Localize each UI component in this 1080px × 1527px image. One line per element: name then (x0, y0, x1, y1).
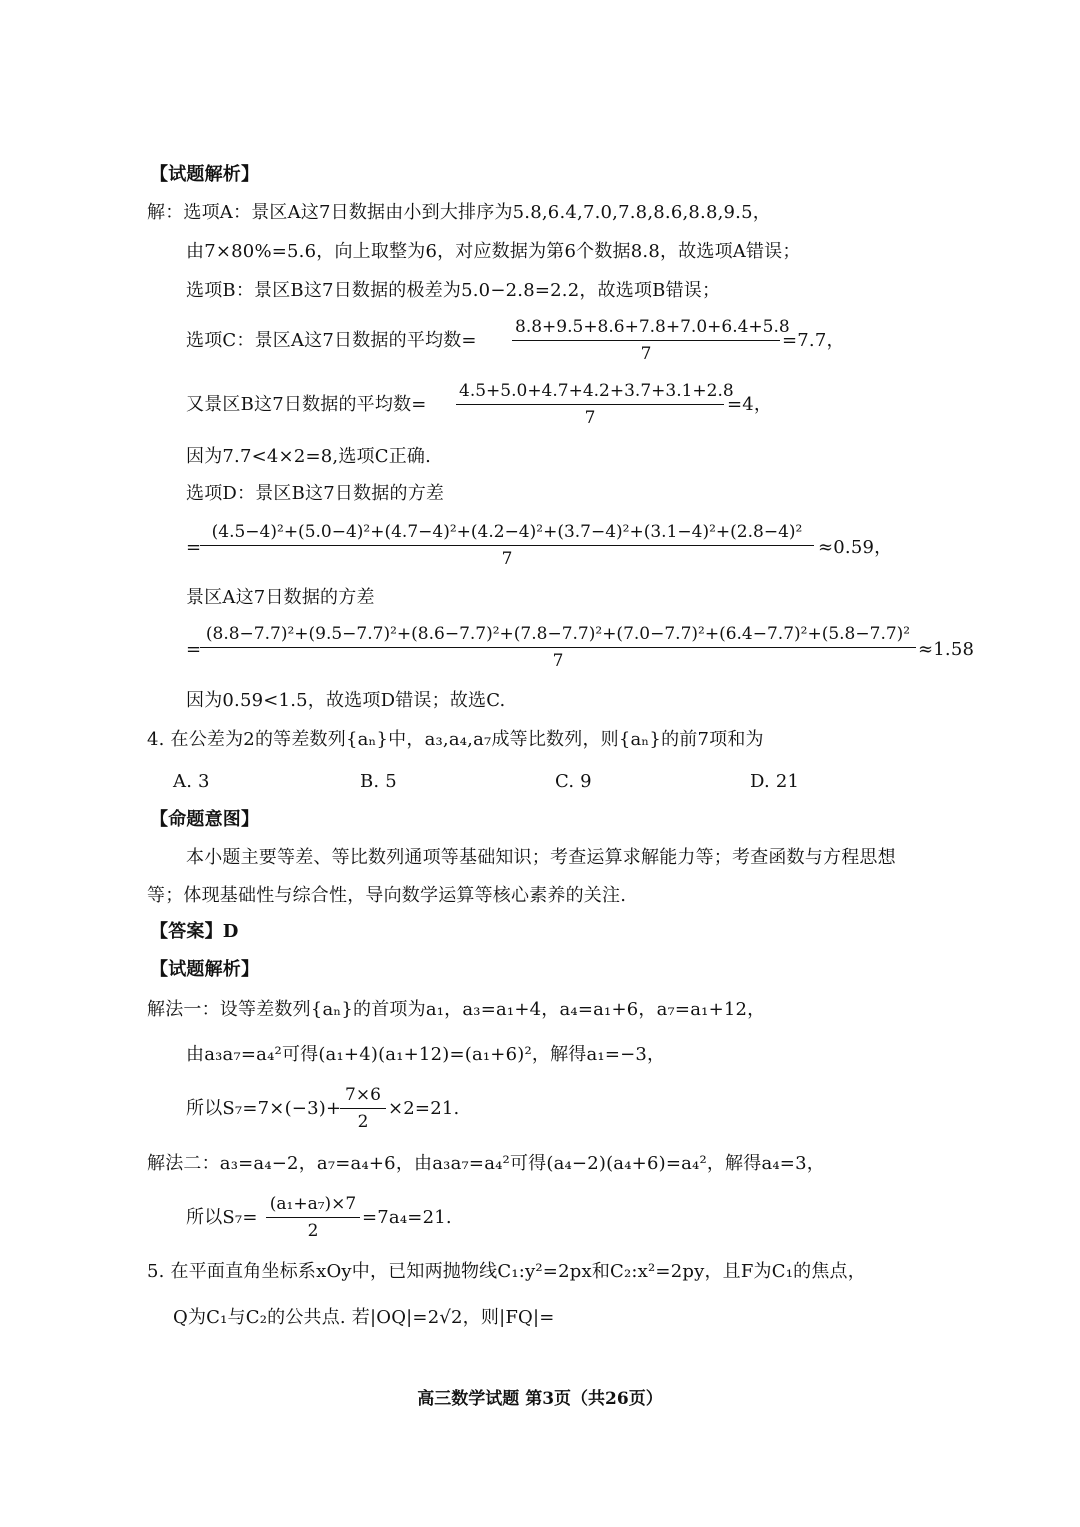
solution-line: ×2=21. (388, 1098, 460, 1119)
solution-line: 解：选项A：景区A这7日数据由小到大排序为5.8,6.4,7.0,7.8,8.6,8.8,9.5， (147, 202, 771, 223)
question-stem: Q为C₁与C₂的公共点. 若|OQ|=2√2，则|FQ|= (173, 1307, 555, 1328)
numerator: (4.5−4)²+(5.0−4)²+(4.7−4)²+(4.2−4)²+(3.7−4)²+(3.1−4)²+(2.8−4)² (200, 521, 814, 546)
solution-line: 解法一：设等差数列{aₙ}的首项为a₁，a₃=a₁+4，a₄=a₁+6，a₇=a₁+12， (147, 999, 766, 1020)
solution-line: 选项C：景区A这7日数据的平均数= (186, 330, 477, 351)
solution-line: 所以S₇= (186, 1207, 258, 1228)
section-heading: 【试题解析】 (150, 959, 260, 980)
page-footer: 高三数学试题 第3页（共26页） (417, 1389, 663, 1409)
equals-sign: = (186, 639, 202, 660)
equals-sign: = (186, 537, 202, 558)
section-heading: 【试题解析】 (150, 164, 260, 185)
solution-line: 选项D：景区B这7日数据的方差 (186, 483, 445, 504)
denominator: 7 (501, 549, 513, 569)
solution-line: ≈0.59， (818, 537, 893, 558)
solution-line: 由7×80%=5.6，向上取整为6，对应数据为第6个数据8.8，故选项A错误； (186, 241, 801, 262)
fraction (456, 380, 734, 429)
section-heading: 【命题意图】 (150, 809, 260, 830)
option-c: C. 9 (555, 771, 592, 792)
fraction-variance-a (200, 623, 916, 672)
denominator: 2 (307, 1221, 319, 1241)
numerator: 7×6 (340, 1084, 386, 1109)
answer: 【答案】D (150, 921, 239, 942)
question-stem: 4. 在公差为2的等差数列{aₙ}中，a₃,a₄,a₇成等比数列，则{aₙ}的前7项和为 (147, 729, 764, 750)
fraction (512, 316, 790, 365)
solution-line: =7.7， (782, 330, 845, 351)
option-d: D. 21 (750, 771, 800, 792)
numerator: 4.5+5.0+4.7+4.2+3.7+3.1+2.8 (456, 380, 724, 405)
option-a: A. 3 (173, 771, 210, 792)
denominator: 2 (357, 1112, 369, 1132)
question-stem: 5. 在平面直角坐标系xOy中，已知两抛物线C₁:y²=2px和C₂:x²=2py，且F为C₁的焦点， (147, 1261, 866, 1282)
solution-line: 选项B：景区B这7日数据的极差为5.0−2.8=2.2，故选项B错误； (186, 280, 721, 301)
solution-line: 由a₃a₇=a₄²可得(a₁+4)(a₁+12)=(a₁+6)²，解得a₁=−3， (186, 1044, 666, 1065)
denominator: 7 (640, 344, 652, 364)
fraction (266, 1193, 360, 1242)
fraction (340, 1084, 386, 1133)
solution-line: 又景区B这7日数据的平均数= (186, 394, 427, 415)
denominator: 7 (584, 408, 596, 428)
solution-line: =7a₄=21. (362, 1207, 452, 1228)
intent-text: 等；体现基础性与综合性，导向数学运算等核心素养的关注. (147, 885, 627, 906)
intent-text: 本小题主要等差、等比数列通项等基础知识；考查运算求解能力等；考查函数与方程思想 (186, 847, 896, 868)
solution-line: 因为7.7<4×2=8,选项C正确. (186, 446, 432, 467)
numerator: (8.8−7.7)²+(9.5−7.7)²+(8.6−7.7)²+(7.8−7.7)²+(7.0−7.7)²+(6.4−7.7)²+(5.8−7.7)² (200, 623, 916, 648)
fraction-variance-b (200, 521, 814, 570)
numerator: (a₁+a₇)×7 (266, 1193, 360, 1218)
solution-line: 因为0.59<1.5，故选项D错误；故选C. (186, 690, 506, 711)
solution-line: 景区A这7日数据的方差 (186, 587, 375, 608)
solution-line: ≈1.58 (918, 639, 975, 660)
solution-line: =4， (727, 394, 773, 415)
option-b: B. 5 (360, 771, 397, 792)
solution-line: 解法二：a₃=a₄−2，a₇=a₄+6，由a₃a₇=a₄²可得(a₄−2)(a₄+6)=a₄²，解得a₄=3， (147, 1153, 825, 1174)
numerator: 8.8+9.5+8.6+7.8+7.0+6.4+5.8 (512, 316, 780, 341)
denominator: 7 (552, 651, 564, 671)
solution-line: 所以S₇=7×(−3)+ (186, 1098, 342, 1119)
